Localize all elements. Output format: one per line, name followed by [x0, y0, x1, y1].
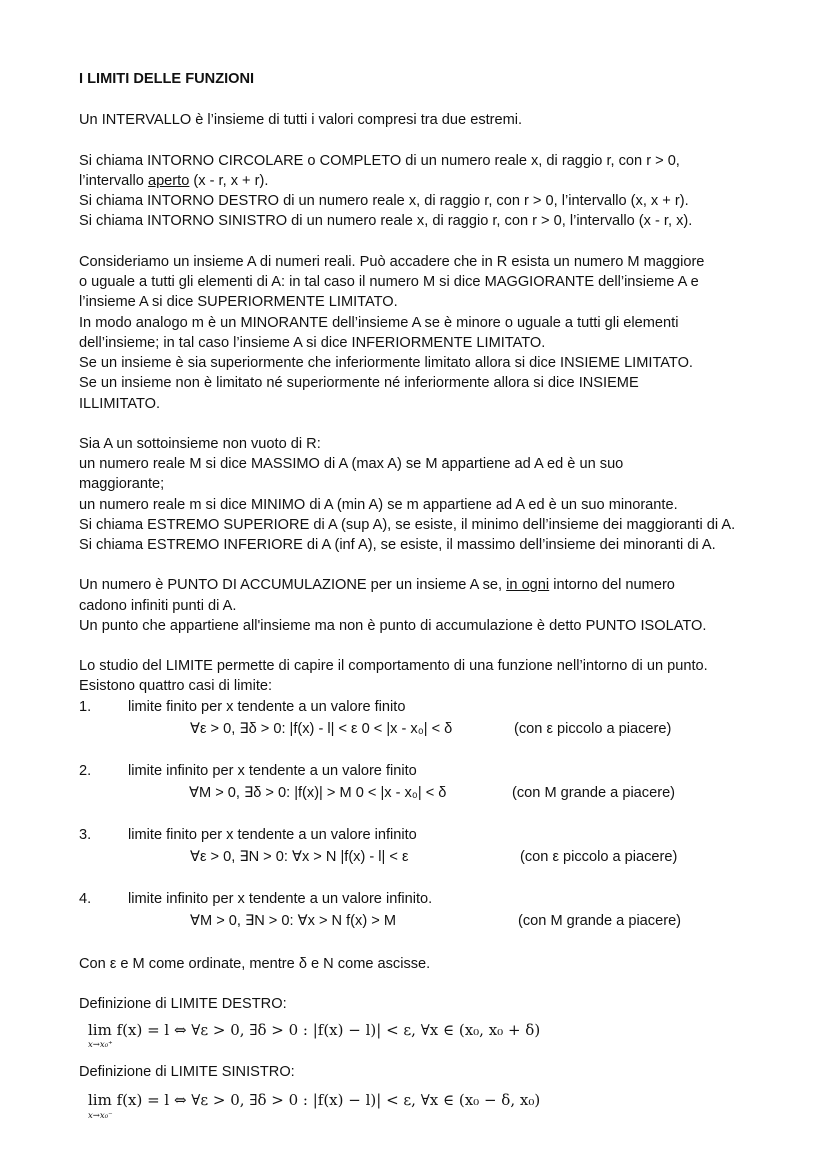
limite-destro-formula: lim f(x) = l ⇔ ∀ε > 0, ∃δ > 0 : |f(x) − l)| < ε, ∀x ∈ (x₀, x₀ + δ)	[88, 1021, 541, 1039]
limite-destro-subscript: x→x₀⁺	[88, 1040, 113, 1050]
accumulazione-post: intorno del numero	[549, 577, 675, 593]
limite-destro-label: Definizione di LIMITE DESTRO:	[79, 996, 287, 1012]
insiemi-line-7: Se un insieme non è limitato né superiormente né inferiormente allora si dice INSIEME	[79, 375, 639, 391]
sottoinsieme-line-5: Si chiama ESTREMO SUPERIORE di A (sup A), se esiste, il minimo dell’insieme dei maggioranti di A.	[79, 517, 736, 533]
case-note: (con ε piccolo a piacere)	[514, 721, 672, 737]
limite-line-2: Esistono quattro casi di limite:	[79, 678, 273, 694]
underlined-aperto: aperto	[147, 173, 190, 189]
intorno-line-1: Si chiama INTORNO CIRCOLARE o COMPLETO di un numero reale x, di raggio r, con r > 0,	[79, 153, 680, 169]
insiemi-line-3: l’insieme A si dice SUPERIORMENTE LIMITATO.	[79, 294, 398, 310]
insiemi-line-4: In modo analogo m è un MINORANTE dell’insieme A se è minore o uguale a tutti gli elementi	[79, 315, 679, 331]
insiemi-line-2: o uguale a tutti gli elementi di A: in tal caso il numero M si dice MAGGIORANTE dell’insieme A e	[79, 274, 699, 290]
intorno-line-2-post: (x - r, x + r).	[189, 173, 269, 189]
case-number: 4.	[79, 891, 92, 907]
intorno-line-2	[79, 172, 268, 190]
page-title: I LIMITI DELLE FUNZIONI	[79, 71, 255, 87]
sottoinsieme-line-2: un numero reale M si dice MASSIMO di A (max A) se M appartiene ad A ed è un suo	[79, 456, 624, 472]
insiemi-line-5: dell’insieme; in tal caso l’insieme A si dice INFERIORMENTE LIMITATO.	[79, 335, 546, 351]
accumulazione-line-1	[79, 576, 675, 594]
intorno-line-4: Si chiama INTORNO SINISTRO di un numero reale x, di raggio r, con r > 0, l’intervallo (x - r, x).	[79, 213, 693, 229]
limite-sinistro-subscript: x→x₀⁻	[88, 1111, 113, 1121]
case-label: limite finito per x tendente a un valore finito	[128, 699, 406, 715]
intorno-line-2-pre: l’intervallo	[79, 173, 148, 189]
case-note: (con M grande a piacere)	[518, 913, 682, 929]
sottoinsieme-line-4: un numero reale m si dice MINIMO di A (min A) se m appartiene ad A ed è un suo minorante.	[79, 497, 678, 513]
insiemi-line-6: Se un insieme è sia superiormente che inferiormente limitato allora si dice INSIEME LIMITATO.	[79, 355, 693, 371]
insiemi-line-1: Consideriamo un insieme A di numeri reali. Può accadere che in R esista un numero M maggiore	[79, 254, 705, 270]
insiemi-line-8: ILLIMITATO.	[79, 396, 161, 412]
case-label: limite infinito per x tendente a un valore finito	[128, 763, 417, 779]
limite-line-1: Lo studio del LIMITE permette di capire il comportamento di una funzione nell’intorno di un punto.	[79, 658, 708, 674]
paragraph-intervallo: Un INTERVALLO è l’insieme di tutti i valori compresi tra due estremi.	[79, 112, 523, 128]
ordinate-note: Con ε e M come ordinate, mentre δ e N come ascisse.	[79, 956, 431, 972]
case-formula: ∀ε > 0, ∃δ > 0: |f(x) - l| < ε 0 < |x - x₀| < δ	[190, 721, 453, 737]
accumulazione-line-3: Un punto che appartiene all'insieme ma non è punto di accumulazione è detto PUNTO ISOLATO.	[79, 618, 707, 634]
accumulazione-pre: Un numero è PUNTO DI ACCUMULAZIONE per un insieme A se,	[79, 577, 507, 593]
case-number: 3.	[79, 827, 92, 843]
case-formula: ∀ε > 0, ∃N > 0: ∀x > N |f(x) - l| < ε	[190, 849, 409, 865]
sottoinsieme-line-6: Si chiama ESTREMO INFERIORE di A (inf A), se esiste, il massimo dell’insieme dei minoranti di A.	[79, 537, 716, 553]
accumulazione-line-2: cadono infiniti punti di A.	[79, 598, 237, 614]
case-label: limite finito per x tendente a un valore infinito	[128, 827, 417, 843]
case-formula: ∀M > 0, ∃δ > 0: |f(x)| > M 0 < |x - x₀| < δ	[189, 785, 447, 801]
case-note: (con ε piccolo a piacere)	[520, 849, 678, 865]
case-number: 1.	[79, 699, 92, 715]
intorno-line-3: Si chiama INTORNO DESTRO di un numero reale x, di raggio r, con r > 0, l’intervallo (x, x + r).	[79, 193, 689, 209]
limite-sinistro-label: Definizione di LIMITE SINISTRO:	[79, 1064, 295, 1080]
case-formula: ∀M > 0, ∃N > 0: ∀x > N f(x) > M	[190, 913, 396, 929]
sottoinsieme-line-3: maggiorante;	[79, 476, 165, 492]
case-note: (con M grande a piacere)	[512, 785, 676, 801]
case-number: 2.	[79, 763, 92, 779]
sottoinsieme-line-1: Sia A un sottoinsieme non vuoto di R:	[79, 436, 321, 452]
underlined-in-ogni: in ogni	[506, 577, 550, 593]
case-label: limite infinito per x tendente a un valore infinito.	[128, 891, 433, 907]
limite-sinistro-formula: lim f(x) = l ⇔ ∀ε > 0, ∃δ > 0 : |f(x) − l)| < ε, ∀x ∈ (x₀ − δ, x₀)	[88, 1091, 541, 1109]
